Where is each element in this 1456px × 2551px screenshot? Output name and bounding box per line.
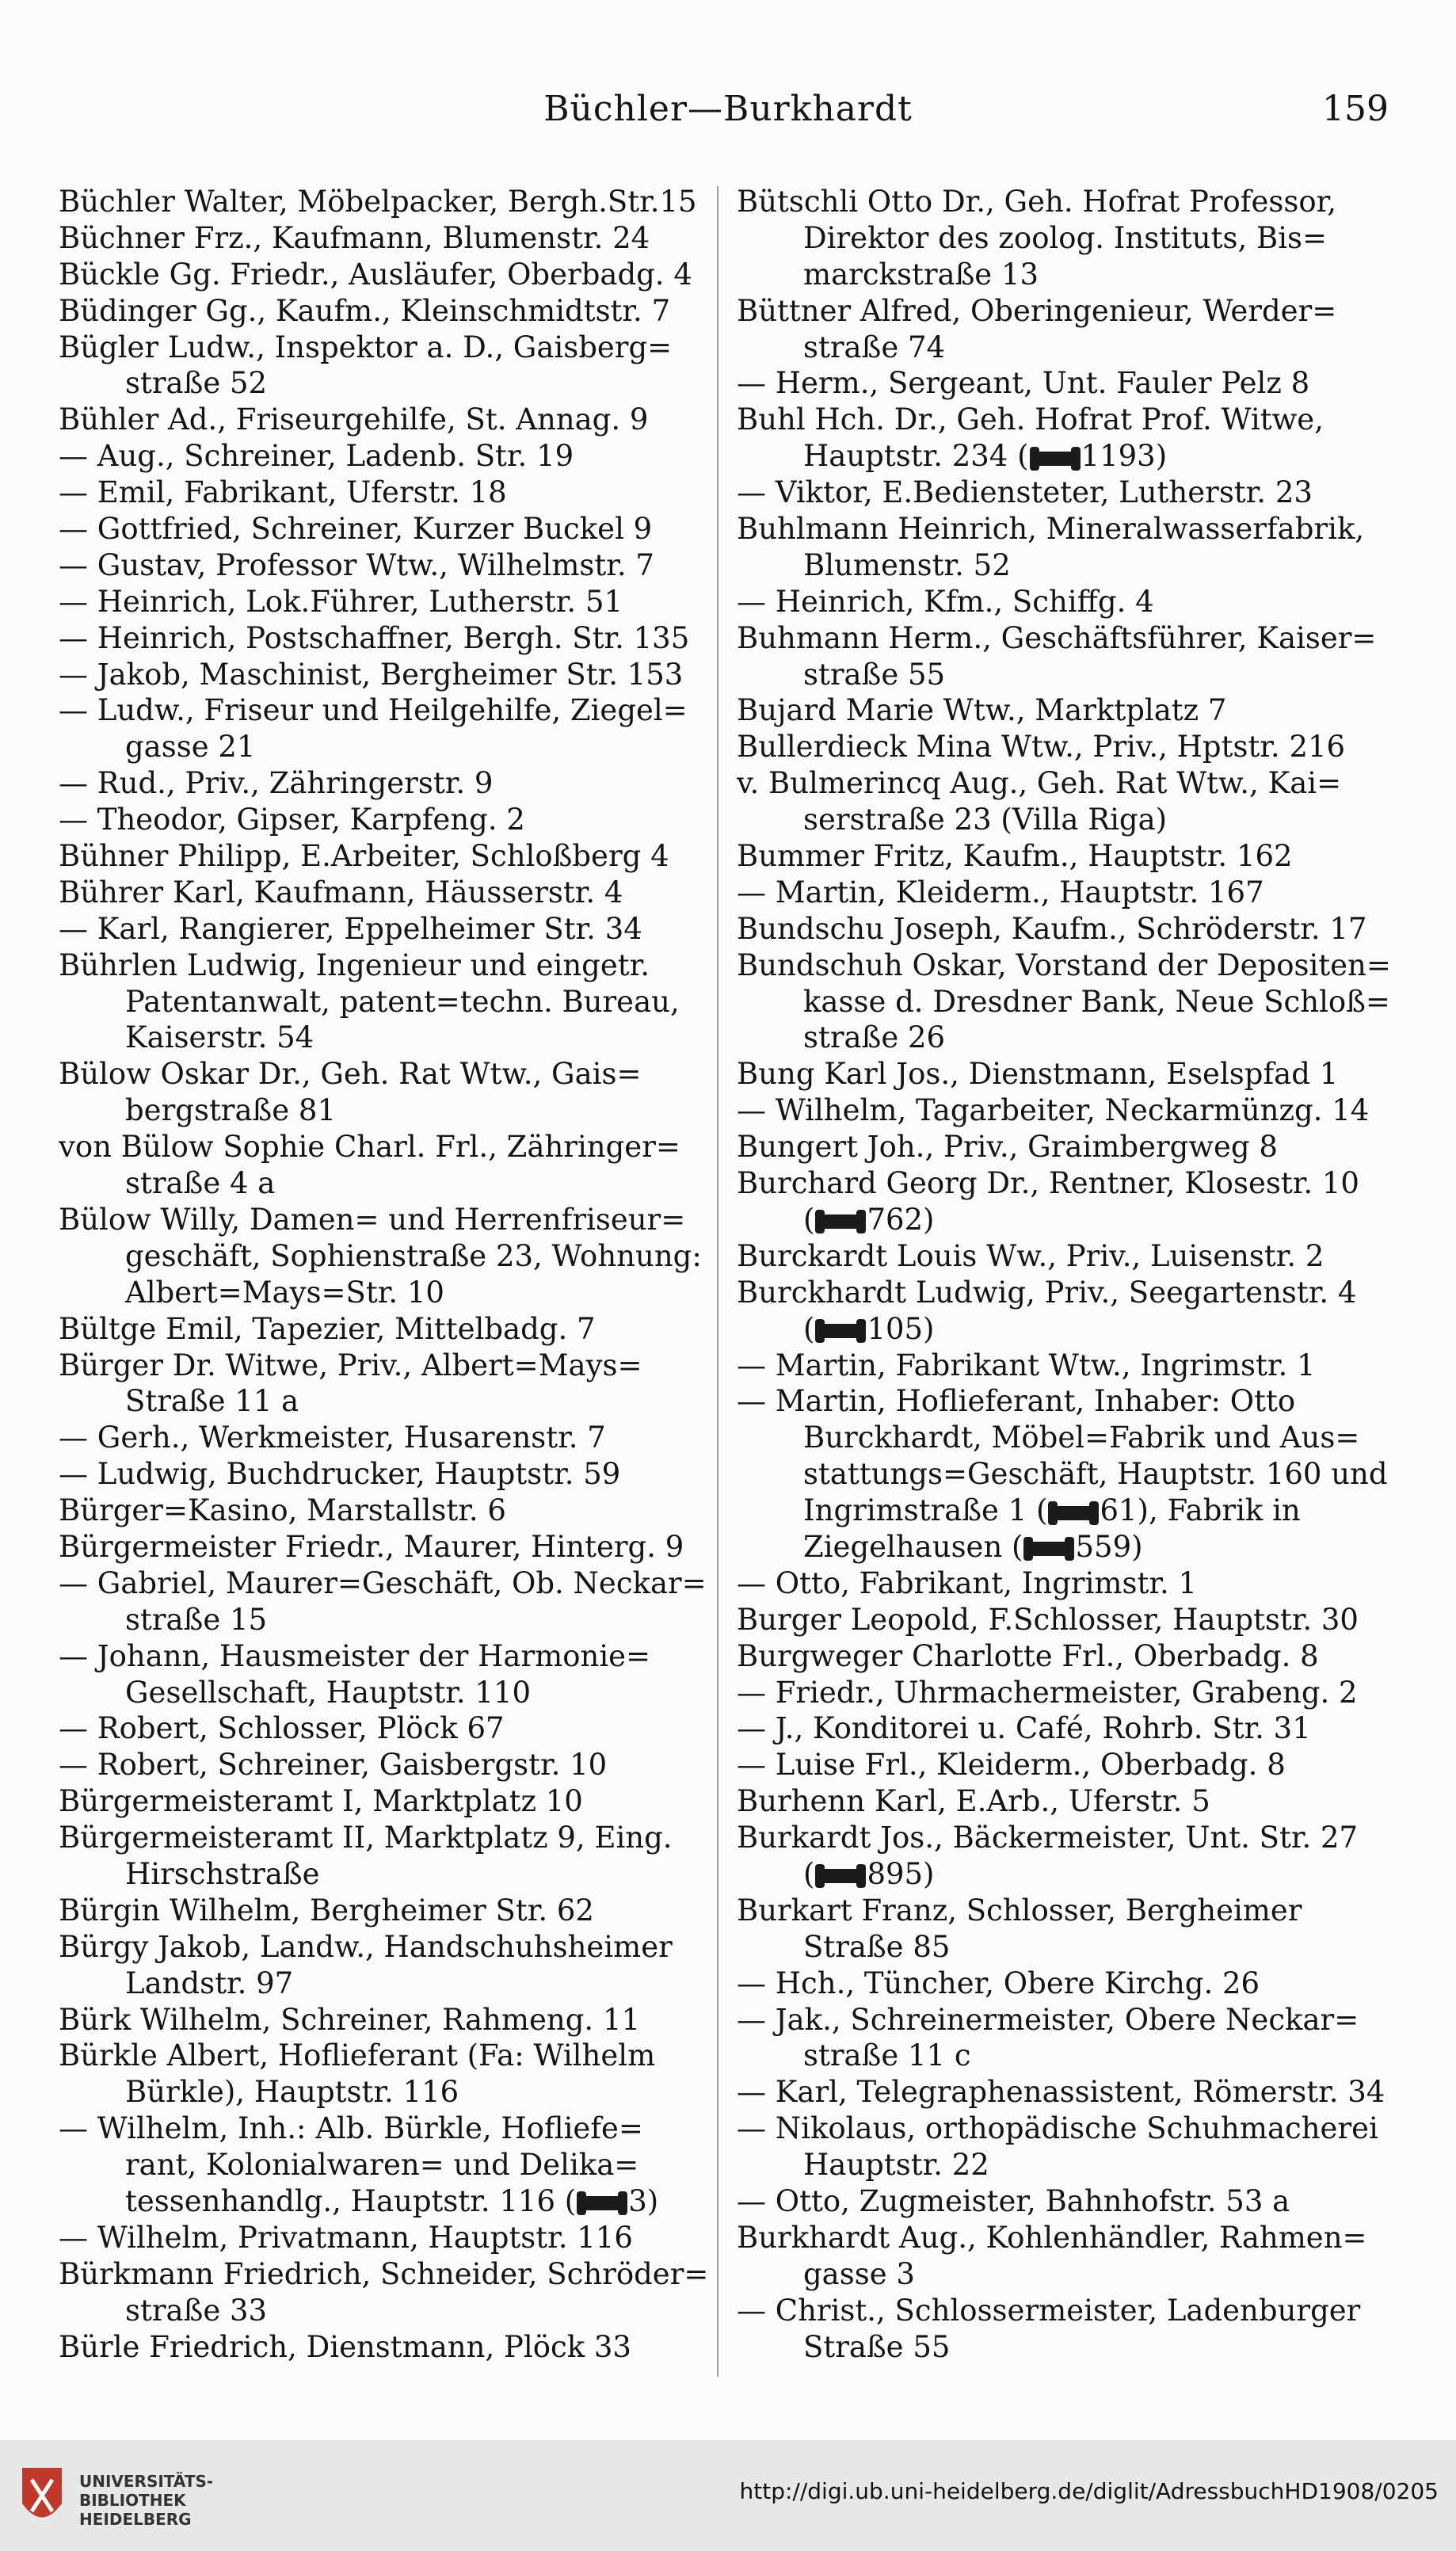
entry-text: Bürgermeister Friedr., Maurer, Hinterg. 9	[59, 1529, 684, 1564]
entry-text: von Bülow Sophie Charl. Frl., Zähringer=	[59, 1130, 680, 1165]
phone-number: 3)	[628, 2183, 659, 2218]
entry-text: Bütschli Otto Dr., Geh. Hofrat Professor,	[737, 185, 1337, 219]
directory-entry-line	[59, 475, 716, 511]
directory-entry-line	[59, 1020, 716, 1056]
entry-text: — Wilhelm, Inh.: Alb. Bürkle, Hofliefe=	[59, 2111, 643, 2146]
directory-entry-line	[59, 1710, 716, 1747]
entry-text: Bürkmann Friedrich, Schneider, Schröder=	[59, 2256, 709, 2291]
directory-entry-line	[59, 1456, 716, 1493]
directory-entry-line	[737, 1929, 1394, 1966]
entry-text: Bummer Fritz, Kaufm., Hauptstr. 162	[737, 839, 1293, 874]
directory-entry-line	[59, 2038, 716, 2074]
directory-entry-line	[737, 1783, 1394, 1820]
entry-text: — Martin, Hoflieferant, Inhaber: Otto	[737, 1384, 1296, 1419]
directory-entry-line	[59, 184, 716, 220]
directory-entry-line	[737, 2256, 1394, 2293]
entry-text: Straße 85	[803, 1929, 951, 1964]
directory-entry-line	[59, 2111, 716, 2147]
directory-entry-line	[59, 511, 716, 547]
entry-text: marckstraße 13	[803, 257, 1039, 292]
directory-entry-line	[59, 1783, 716, 1820]
logo-line: HEIDELBERG	[79, 2510, 192, 2529]
directory-entry-line	[59, 330, 716, 366]
entry-text: — Heinrich, Lok.Führer, Lutherstr. 51	[59, 584, 623, 619]
directory-entry-line	[737, 293, 1394, 330]
entry-text: — Wilhelm, Tagarbeiter, Neckarmünzg. 14	[737, 1093, 1370, 1128]
phone-number: 61), Fabrik in	[1100, 1493, 1301, 1528]
directory-entry-line	[59, 1056, 716, 1092]
entry-text: Bührlen Ludwig, Ingenieur und eingetr.	[59, 948, 650, 982]
entry-text: — Wilhelm, Privatmann, Hauptstr. 116	[59, 2220, 633, 2255]
logo-line: UNIVERSITÄTS-	[79, 2472, 214, 2491]
directory-entry-line	[737, 838, 1394, 875]
entry-text: Bürgermeisteramt I, Marktplatz 10	[59, 1784, 583, 1819]
directory-entry-line	[737, 620, 1394, 657]
directory-entry-line	[737, 2147, 1394, 2183]
directory-entry-line	[737, 511, 1394, 547]
entry-text: — Rud., Priv., Zähringerstr. 9	[59, 766, 494, 801]
entry-text: — Robert, Schlosser, Plöck 67	[59, 1711, 505, 1746]
directory-entry-line	[737, 1565, 1394, 1602]
directory-entry-line	[737, 184, 1394, 220]
entry-text: — Karl, Telegraphenassistent, Römerstr. 34	[737, 2075, 1385, 2110]
directory-entry-line	[737, 802, 1394, 838]
entry-text: — Otto, Zugmeister, Bahnhofstr. 53 a	[737, 2183, 1290, 2218]
column-divider	[717, 186, 718, 2377]
entry-text: Burckhardt, Möbel=Fabrik und Aus=	[803, 1420, 1360, 1455]
entry-text: Bürgermeisteramt II, Marktplatz 9, Eing.	[59, 1821, 673, 1855]
entry-text: Büttner Alfred, Oberingenieur, Werder=	[737, 293, 1337, 328]
entry-text: Bülow Oskar Dr., Geh. Rat Wtw., Gais=	[59, 1057, 642, 1092]
directory-entry-line	[59, 1893, 716, 1929]
entry-text: Hirschstraße	[125, 1856, 320, 1891]
entry-text: — Robert, Schreiner, Gaisbergstr. 10	[59, 1748, 608, 1783]
entry-text: Buhlmann Heinrich, Mineralwasserfabrik,	[737, 512, 1365, 547]
directory-entry-line	[59, 2074, 716, 2111]
entry-text: Bückle Gg. Friedr., Ausläufer, Oberbadg. 4	[59, 257, 692, 292]
entry-text: Kaiserstr. 54	[125, 1020, 314, 1055]
directory-entry-line	[59, 948, 716, 984]
entry-text: — Heinrich, Postschaffner, Bergh. Str. 135	[59, 620, 690, 655]
directory-entry-line	[737, 547, 1394, 584]
entry-text: — J., Konditorei u. Café, Rohrb. Str. 31	[737, 1711, 1311, 1746]
directory-entry-line	[59, 1202, 716, 1238]
telephone-icon	[1026, 1542, 1072, 1556]
directory-entry-line	[737, 402, 1394, 438]
directory-entry-line	[737, 1820, 1394, 1856]
entry-text: gasse 21	[125, 730, 256, 765]
directory-entry-line	[737, 911, 1394, 948]
entry-text: straße 11 c	[803, 2038, 971, 2073]
entry-text: — Otto, Fabrikant, Ingrimstr. 1	[737, 1565, 1198, 1600]
directory-entry-line	[59, 2147, 716, 2183]
university-seal-icon	[14, 2456, 70, 2535]
directory-entry-line	[737, 2038, 1394, 2074]
directory-entry-line	[59, 2220, 716, 2256]
directory-entry-line	[59, 2002, 716, 2038]
entry-text: Bühler Ad., Friseurgehilfe, St. Annag. 9	[59, 402, 649, 437]
directory-entry-line	[737, 584, 1394, 620]
directory-entry-line	[737, 365, 1394, 402]
entry-text: Straße 11 a	[125, 1384, 299, 1419]
source-url-link[interactable]: http://digi.ub.uni-heidelberg.de/diglit/AdressbuchHD1908/0205	[739, 2478, 1439, 2504]
entry-text: — Friedr., Uhrmachermeister, Grabeng. 2	[737, 1675, 1358, 1710]
entry-text: Bühner Philipp, E.Arbeiter, Schloßberg 4	[59, 839, 669, 874]
library-logo-text	[79, 2472, 213, 2529]
entry-text: Bürgy Jakob, Landw., Handschuhsheimer	[59, 1929, 673, 1964]
directory-entry-line	[737, 1638, 1394, 1675]
entry-text: kasse d. Dresdner Bank, Neue Schloß=	[803, 984, 1390, 1019]
directory-entry-line	[59, 1602, 716, 1638]
directory-entry-line	[59, 293, 716, 330]
entry-text: Burkardt Jos., Bäckermeister, Unt. Str. 27	[737, 1821, 1359, 1855]
entry-text: Bülow Willy, Damen= und Herrenfriseur=	[59, 1202, 686, 1237]
directory-entry-line	[59, 438, 716, 475]
directory-entry-line	[59, 1165, 716, 1202]
entry-text: Bürkle Albert, Hoflieferant (Fa: Wilhelm	[59, 2038, 656, 2073]
directory-entry-line	[59, 1529, 716, 1565]
directory-entry-line	[59, 1966, 716, 2002]
entry-text: Burckhardt Ludwig, Priv., Seegartenstr. 4	[737, 1275, 1357, 1310]
telephone-icon	[818, 1869, 863, 1883]
entry-text: Hauptstr. 234 (	[803, 439, 1029, 474]
entry-text: Bürkle), Hauptstr. 116	[125, 2075, 459, 2110]
entry-text: Patentanwalt, patent=techn. Bureau,	[125, 984, 680, 1019]
directory-entry-line	[737, 1202, 1394, 1238]
entry-text: Hauptstr. 22	[803, 2148, 989, 2183]
entry-text: Burkhardt Aug., Kohlenhändler, Rahmen=	[737, 2220, 1367, 2255]
entry-text: straße 52	[125, 366, 268, 401]
directory-entry-line	[737, 657, 1394, 693]
entry-text: Gesellschaft, Hauptstr. 110	[125, 1675, 532, 1710]
directory-entry-line	[59, 220, 716, 257]
directory-entry-line	[59, 1493, 716, 1529]
directory-entry-line	[59, 2329, 716, 2366]
directory-entry-line	[737, 1383, 1394, 1420]
entry-text: Burchard Georg Dr., Rentner, Klosestr. 10	[737, 1166, 1359, 1201]
entry-text: stattungs=Geschäft, Hauptstr. 160 und	[803, 1457, 1388, 1492]
entry-text: Bügler Ludw., Inspektor a. D., Gaisberg=	[59, 330, 673, 364]
directory-entry-line	[737, 1165, 1394, 1202]
directory-entry-line	[59, 984, 716, 1020]
entry-text: Ingrimstraße 1 (	[803, 1493, 1048, 1528]
entry-text: (	[803, 1856, 815, 1891]
entry-text: gasse 3	[803, 2256, 915, 2291]
directory-entry-line	[737, 948, 1394, 984]
telephone-icon	[818, 1214, 863, 1229]
page-header-title: Büchler—Burkhardt	[543, 89, 913, 129]
telephone-icon	[1050, 1506, 1096, 1520]
directory-entry-line	[737, 1420, 1394, 1456]
directory-entry-line	[59, 1275, 716, 1311]
directory-entry-line	[737, 475, 1394, 511]
entry-text: Bürk Wilhelm, Schreiner, Rahmeng. 11	[59, 2002, 640, 2037]
entry-text: Burckardt Louis Ww., Priv., Luisenstr. 2	[737, 1238, 1325, 1273]
entry-text: — Christ., Schlossermeister, Ladenburger	[737, 2293, 1361, 2328]
entry-text: Burger Leopold, F.Schlosser, Hauptstr. 30	[737, 1602, 1359, 1637]
directory-entry-line	[737, 2329, 1394, 2366]
entry-text: Bührer Karl, Kaufmann, Häusserstr. 4	[59, 875, 623, 909]
entry-text: — Herm., Sergeant, Unt. Fauler Pelz 8	[737, 366, 1310, 401]
right-column	[737, 184, 1394, 2365]
directory-entry-line	[59, 620, 716, 657]
directory-entry-line	[737, 1602, 1394, 1638]
page-number: 159	[1322, 89, 1389, 129]
entry-text: — Theodor, Gipser, Karpfeng. 2	[59, 803, 525, 837]
entry-text: v. Bulmerincq Aug., Geh. Rat Wtw., Kai=	[737, 766, 1342, 801]
entry-text: Buhl Hch. Dr., Geh. Hofrat Prof. Witwe,	[737, 402, 1324, 437]
phone-number: 1193)	[1081, 439, 1168, 474]
directory-entry-line	[737, 1893, 1394, 1929]
entry-text: Burgweger Charlotte Frl., Oberbadg. 8	[737, 1638, 1319, 1673]
directory-entry-line	[59, 1238, 716, 1275]
directory-entry-line	[737, 330, 1394, 366]
directory-entry-line	[737, 1238, 1394, 1275]
directory-entry-line	[59, 1383, 716, 1420]
entry-text: straße 55	[803, 657, 946, 692]
directory-entry-line	[737, 692, 1394, 729]
entry-text: Bundschuh Oskar, Vorstand der Depositen=	[737, 948, 1391, 982]
entry-text: Burhenn Karl, E.Arb., Uferstr. 5	[737, 1784, 1210, 1819]
directory-entry-line	[59, 1129, 716, 1165]
directory-entry-line	[59, 2256, 716, 2293]
entry-text: straße 26	[803, 1020, 946, 1055]
entry-text: Straße 55	[803, 2329, 951, 2364]
footer-bar	[0, 2440, 1456, 2551]
entry-text: — Aug., Schreiner, Ladenb. Str. 19	[59, 439, 574, 474]
entry-text: Blumenstr. 52	[803, 547, 1011, 582]
directory-entry-line	[737, 1966, 1394, 2002]
entry-text: — Ludw., Friseur und Heilgehilfe, Ziegel=	[59, 693, 688, 728]
directory-entry-line	[737, 220, 1394, 257]
directory-entry-line	[59, 1348, 716, 1384]
directory-entry-line	[737, 1311, 1394, 1348]
entry-text: Direktor des zoolog. Instituts, Bis=	[803, 220, 1328, 255]
entry-text: — Gottfried, Schreiner, Kurzer Buckel 9	[59, 512, 653, 547]
entry-text: (	[803, 1202, 815, 1237]
entry-text: Büchler Walter, Möbelpacker, Bergh.Str.15	[59, 185, 697, 219]
entry-text: Bujard Marie Wtw., Marktplatz 7	[737, 693, 1227, 728]
directory-entry-line	[737, 1493, 1394, 1529]
directory-entry-line	[59, 547, 716, 584]
directory-entry-line	[737, 1856, 1394, 1893]
directory-entry-line	[737, 984, 1394, 1020]
entry-text: Landstr. 97	[125, 1966, 294, 2000]
entry-text: Buhmann Herm., Geschäftsführer, Kaiser=	[737, 620, 1377, 655]
directory-entry-line	[59, 838, 716, 875]
directory-entry-line	[59, 1420, 716, 1456]
entry-text: — Heinrich, Kfm., Schiffg. 4	[737, 584, 1154, 619]
directory-entry-line	[737, 2183, 1394, 2220]
entry-text: tessenhandlg., Hauptstr. 116 (	[125, 2183, 577, 2218]
directory-entry-line	[737, 1456, 1394, 1493]
entry-text: Bürle Friedrich, Dienstmann, Plöck 33	[59, 2329, 631, 2364]
directory-entry-line	[59, 657, 716, 693]
directory-entry-line	[59, 584, 716, 620]
left-column	[59, 184, 716, 2365]
entry-text: straße 4 a	[125, 1166, 276, 1201]
directory-entry-line	[737, 438, 1394, 475]
entry-text: — Jakob, Maschinist, Bergheimer Str. 153	[59, 657, 684, 692]
directory-entry-line	[737, 2220, 1394, 2256]
directory-entry-line	[737, 257, 1394, 293]
entry-text: — Luise Frl., Kleiderm., Oberbadg. 8	[737, 1748, 1286, 1783]
directory-entry-line	[737, 875, 1394, 911]
entry-text: — Jak., Schreinermeister, Obere Neckar=	[737, 2002, 1359, 2037]
entry-text: Bürger Dr. Witwe, Priv., Albert=Mays=	[59, 1348, 642, 1382]
entry-text: geschäft, Sophienstraße 23, Wohnung:	[125, 1238, 702, 1273]
entry-text: Albert=Mays=Str. 10	[125, 1275, 444, 1310]
entry-text: Bung Karl Jos., Dienstmann, Eselspfad 1	[737, 1057, 1339, 1092]
directory-entry-line	[59, 1638, 716, 1675]
directory-entry-line	[59, 1092, 716, 1129]
telephone-icon	[1032, 452, 1078, 466]
entry-text: Bültge Emil, Tapezier, Mittelbadg. 7	[59, 1311, 596, 1346]
directory-entry-line	[737, 1747, 1394, 1783]
entry-text: serstraße 23 (Villa Riga)	[803, 803, 1168, 837]
directory-entry-line	[59, 1747, 716, 1783]
directory-entry-line	[737, 2111, 1394, 2147]
entry-text: Büchner Frz., Kaufmann, Blumenstr. 24	[59, 220, 650, 255]
entry-text: — Martin, Fabrikant Wtw., Ingrimstr. 1	[737, 1348, 1316, 1382]
directory-entry-line	[737, 2074, 1394, 2111]
entry-text: — Martin, Kleiderm., Hauptstr. 167	[737, 875, 1264, 909]
directory-entry-line	[737, 1129, 1394, 1165]
directory-entry-line	[59, 1820, 716, 1856]
entry-text: Burkart Franz, Schlosser, Bergheimer	[737, 1893, 1302, 1928]
entry-text: Büdinger Gg., Kaufm., Kleinschmidtstr. 7	[59, 293, 671, 328]
entry-text: — Karl, Rangierer, Eppelheimer Str. 34	[59, 911, 642, 946]
telephone-icon	[818, 1324, 863, 1338]
entry-text: — Johann, Hausmeister der Harmonie=	[59, 1638, 651, 1673]
directory-entry-line	[59, 1856, 716, 1893]
directory-entry-line	[737, 1020, 1394, 1056]
entry-text: — Gerh., Werkmeister, Husarenstr. 7	[59, 1420, 606, 1455]
entry-text: Bundschu Joseph, Kaufm., Schröderstr. 17	[737, 911, 1367, 946]
directory-entry-line	[59, 365, 716, 402]
entry-text: Bürgin Wilhelm, Bergheimer Str. 62	[59, 1893, 594, 1928]
entry-text: — Gabriel, Maurer=Geschäft, Ob. Neckar=	[59, 1565, 707, 1600]
phone-number: 762)	[867, 1202, 935, 1237]
directory-entry-line	[737, 2002, 1394, 2038]
directory-entry-line	[737, 729, 1394, 765]
phone-number: 105)	[867, 1311, 935, 1346]
entry-text: rant, Kolonialwaren= und Delika=	[125, 2148, 639, 2183]
directory-entry-line	[737, 1675, 1394, 1711]
entry-text: — Nikolaus, orthopädische Schuhmacherei	[737, 2111, 1378, 2146]
directory-entry-line	[59, 1311, 716, 1348]
phone-number: 895)	[867, 1856, 935, 1891]
entry-text: Bullerdieck Mina Wtw., Priv., Hptstr. 216	[737, 730, 1346, 765]
directory-entry-line	[737, 1529, 1394, 1565]
entry-text: straße 15	[125, 1602, 268, 1637]
directory-entry-line	[59, 765, 716, 802]
directory-entry-line	[59, 911, 716, 948]
directory-entry-line	[737, 1092, 1394, 1129]
entry-text: — Gustav, Professor Wtw., Wilhelmstr. 7	[59, 547, 654, 582]
directory-entry-line	[59, 257, 716, 293]
entry-text: — Viktor, E.Bediensteter, Lutherstr. 23	[737, 475, 1313, 510]
directory-entry-line	[737, 1275, 1394, 1311]
entry-text: — Ludwig, Buchdrucker, Hauptstr. 59	[59, 1457, 621, 1492]
directory-entry-line	[737, 1710, 1394, 1747]
directory-entry-line	[737, 1348, 1394, 1384]
directory-entry-line	[737, 2293, 1394, 2329]
entry-text: (	[803, 1311, 815, 1346]
entry-text: straße 33	[125, 2293, 268, 2328]
directory-entry-line	[59, 1565, 716, 1602]
entry-text: Bürger=Kasino, Marstallstr. 6	[59, 1493, 506, 1528]
directory-entry-line	[737, 765, 1394, 802]
directory-entry-line	[59, 692, 716, 729]
entry-text: Ziegelhausen (	[803, 1529, 1023, 1564]
entry-text: — Hch., Tüncher, Obere Kirchg. 26	[737, 1966, 1260, 2000]
phone-number: 559)	[1075, 1529, 1143, 1564]
entry-text: Bungert Joh., Priv., Graimbergweg 8	[737, 1130, 1278, 1165]
directory-entry-line	[59, 2293, 716, 2329]
directory-entry-line	[59, 2183, 716, 2220]
directory-entry-line	[59, 1929, 716, 1966]
entry-text: bergstraße 81	[125, 1093, 337, 1128]
directory-entry-line	[737, 1056, 1394, 1092]
telephone-icon	[579, 2196, 625, 2210]
logo-line: BIBLIOTHEK	[79, 2491, 186, 2510]
directory-entry-line	[59, 729, 716, 765]
directory-entry-line	[59, 402, 716, 438]
entry-text: — Emil, Fabrikant, Uferstr. 18	[59, 475, 507, 510]
entry-text: straße 74	[803, 330, 946, 364]
directory-entry-line	[59, 1675, 716, 1711]
directory-entry-line	[59, 875, 716, 911]
directory-entry-line	[59, 802, 716, 838]
